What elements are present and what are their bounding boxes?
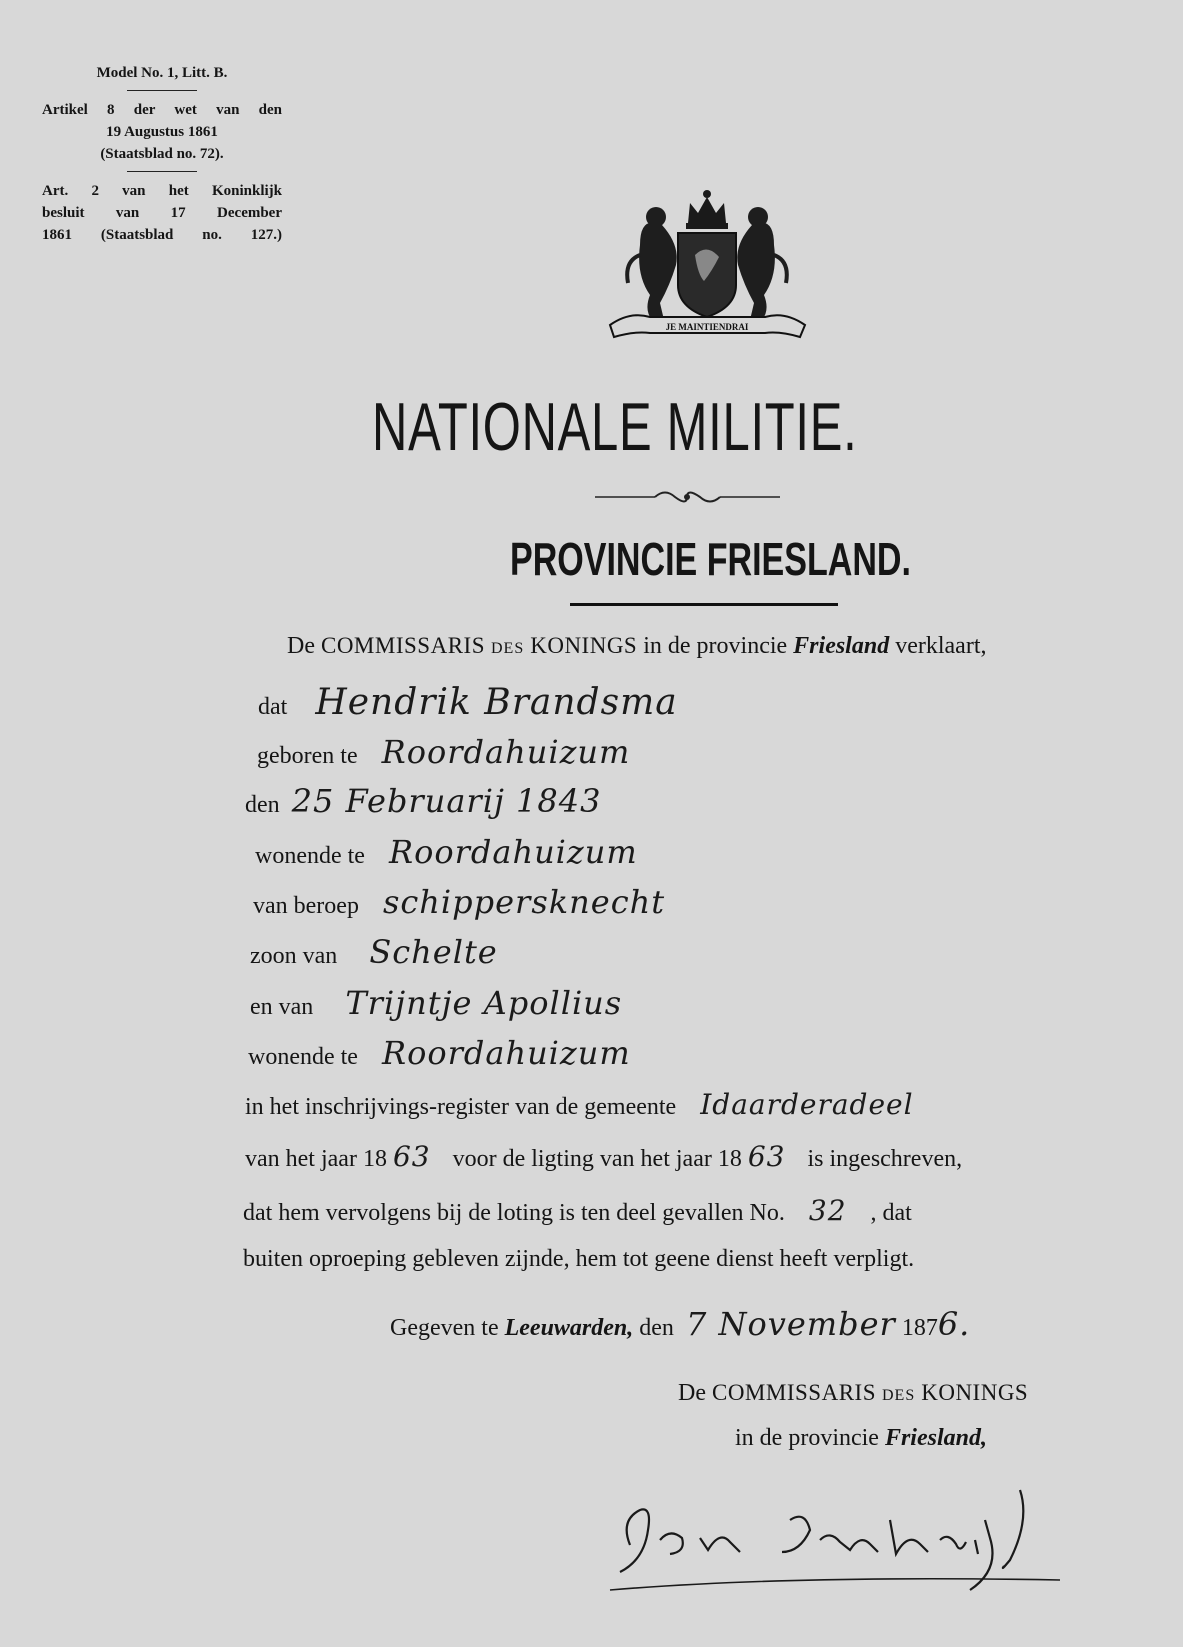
art-line-3: 1861 (Staatsblad no. 127.)	[42, 227, 282, 243]
handwritten-year-digit: 6.	[937, 1305, 971, 1343]
art-line-2: besluit van 17 December	[42, 205, 282, 221]
handwritten-birthplace: Roordahuizum	[381, 733, 631, 771]
handwritten-register-year: 63	[392, 1140, 431, 1173]
father-line: zoon van Schelte	[250, 933, 498, 971]
coat-of-arms-icon	[600, 185, 815, 347]
birthplace-line: geboren te Roordahuizum	[257, 733, 631, 771]
handwritten-name: Hendrik Brandsma	[315, 682, 678, 723]
signoff-province: in de provincie Friesland,	[735, 1425, 987, 1451]
ornament-divider-icon	[595, 488, 780, 506]
handwritten-issue-date: 7 November	[685, 1305, 896, 1343]
art-line-1: Art. 2 van het Koninklijk	[42, 183, 282, 199]
handwritten-mother: Trijntje Apollius	[345, 984, 623, 1022]
signature-icon	[590, 1480, 1110, 1600]
handwritten-parents-residence: Roordahuizum	[381, 1034, 631, 1072]
divider	[127, 90, 197, 91]
final-statement: buiten oproeping gebleven zijnde, hem tot geene dienst heeft verpligt.	[243, 1246, 915, 1272]
birthdate-line: den 25 Februarij 1843	[245, 782, 602, 820]
parents-residence-line: wonende te Roordahuizum	[248, 1034, 631, 1072]
signoff-title: De COMMISSARIS DES KONINGS	[678, 1380, 1029, 1406]
divider	[127, 171, 197, 172]
name-line: dat Hendrik Brandsma	[258, 682, 678, 723]
handwritten-residence: Roordahuizum	[388, 833, 638, 871]
handwritten-occupation: schippersknecht	[382, 883, 666, 921]
lot-line: dat hem vervolgens bij de loting is ten deel gevallen No. 32 , dat	[243, 1194, 912, 1227]
legal-reference	[42, 62, 282, 246]
handwritten-lot-number: 32	[808, 1194, 847, 1227]
year-line: van het jaar 18 63 voor de ligting van het jaar 18 63 is ingeschreven,	[245, 1140, 963, 1173]
motto: JE MAINTIENDRAI	[665, 322, 749, 332]
handwritten-levy-year: 63	[747, 1140, 786, 1173]
artikel-line-2: 19 Augustus 1861	[106, 124, 218, 140]
declaration-intro: De COMMISSARIS DES KONINGS in de provincie Friesland verklaart,	[287, 633, 987, 659]
occupation-line: van beroep schippersknecht	[253, 883, 666, 921]
artikel-line-3: (Staatsblad no. 72).	[100, 146, 224, 162]
mother-line: en van Trijntje Apollius	[250, 984, 623, 1022]
model-number: Model No. 1, Litt. B.	[96, 65, 228, 81]
heading-rule	[570, 603, 838, 606]
province-heading: PROVINCIE FRIESLAND.	[510, 533, 911, 585]
page-title: NATIONALE MILITIE.	[372, 389, 858, 465]
handwritten-father: Schelte	[369, 933, 498, 971]
artikel-line-1: Artikel 8 der wet van den	[42, 102, 282, 118]
residence-line: wonende te Roordahuizum	[255, 833, 638, 871]
register-line: in het inschrijvings-register van de gemeente Idaarderadeel	[245, 1088, 914, 1121]
issued-line: Gegeven te Leeuwarden, den 7 November 1876.	[390, 1305, 971, 1343]
handwritten-municipality: Idaarderadeel	[700, 1088, 914, 1121]
handwritten-birthdate: 25 Februarij 1843	[291, 782, 602, 820]
